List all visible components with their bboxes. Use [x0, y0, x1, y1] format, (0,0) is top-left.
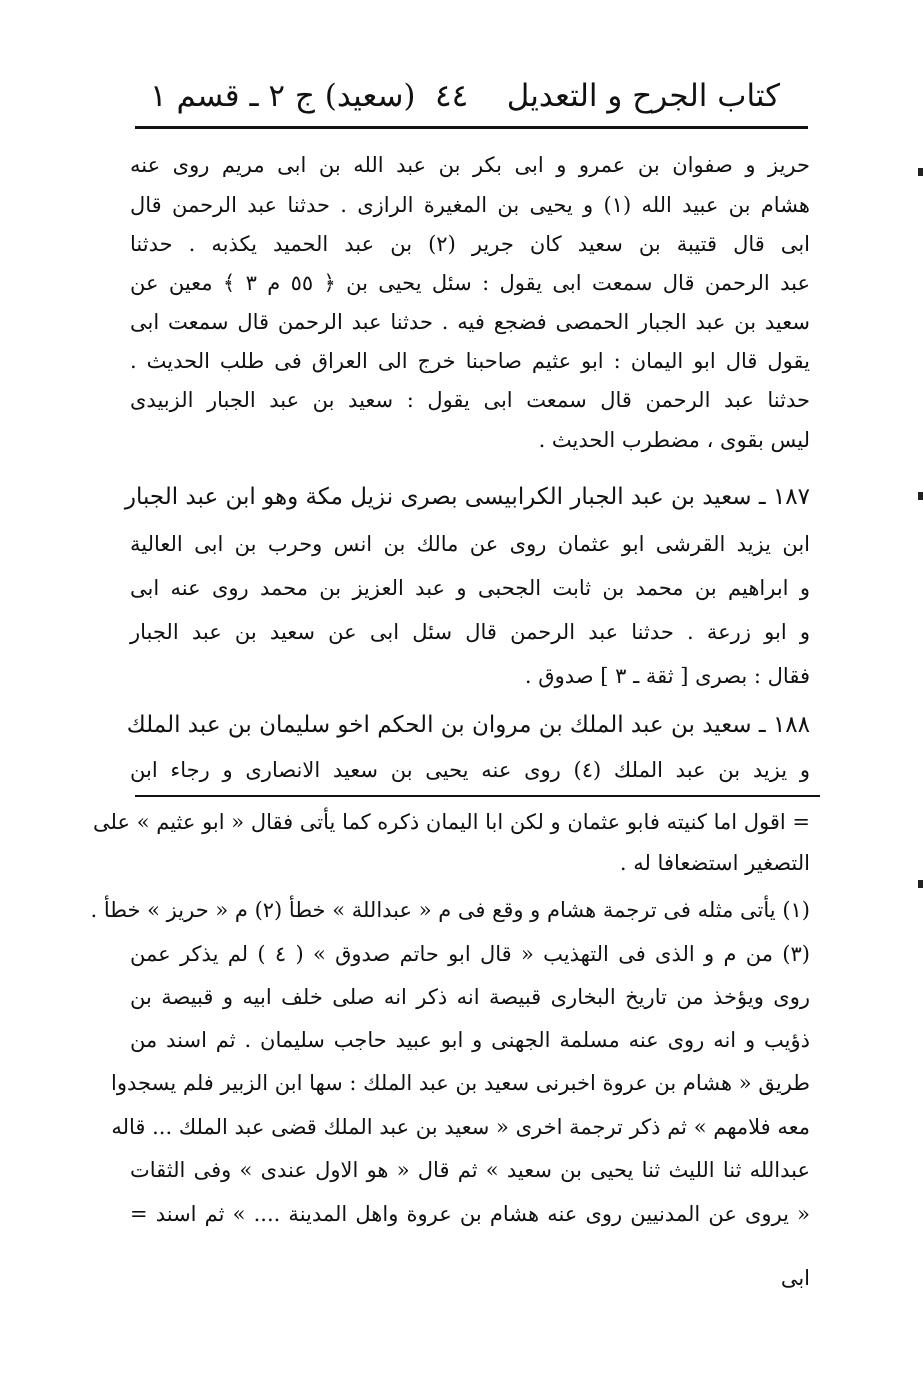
footnote-line: معه فلامهم » ثم ذكر ترجمة اخرى « سعيد بن عبد الملك قضى عبد الملك ... قاله	[111, 1115, 810, 1139]
entry-187-line: ١٨٧ ـ سعيد بن عبد الجبار الكرابيسى بصرى نزيل مكة وهو ابن عبد الجبار	[124, 484, 810, 510]
text-line: هشام بن عبيد الله (١) و يحيى بن المغيرة الرازى . حدثنا عبد الرحمن قال	[130, 193, 811, 217]
catchword: ابى	[780, 1266, 810, 1290]
text-line: و يزيد بن عبد الملك (٤) روى عنه يحيى بن سعيد الانصارى و رجاء ابن	[130, 758, 810, 782]
footnote-rule	[135, 795, 820, 797]
scan-edge-mark	[918, 168, 923, 176]
footnote-line: (١) يأتى مثله فى ترجمة هشام و وقع فى م « عبداللة » خطأ (٢) م « حريز » خطأ .	[90, 898, 810, 922]
text-line: و ابراهيم بن محمد بن ثابت الجحبى و عبد العزيز بن محمد روى عنه ابى	[130, 576, 810, 600]
footnote-line: روى ويؤخذ من تاريخ البخارى قبيصة انه ذكر انه صلى خلف ابيه و قبيصة بن	[130, 985, 810, 1009]
footnote-line: عبدالله ثنا الليث ثنا يحيى بن سعيد » ثم قال « هو الاول عندى » وفى الثقات	[130, 1158, 810, 1182]
text-line: ابى قال قتيبة بن سعيد كان جرير (٢) بن عبد الحميد يكذبه . حدثنا	[130, 232, 810, 256]
text-line: حدثنا عبد الرحمن قال سمعت ابى يقول : سعيد بن عبد الجبار الزبيدى	[130, 388, 810, 412]
scan-edge-mark	[918, 880, 923, 888]
text-line: سعيد بن عبد الجبار الحمصى فضجع فيه . حدثنا عبد الرحمن قال سمعت ابى	[130, 310, 810, 334]
footnote-line: (٣) من م و الذى فى التهذيب « قال ابو حاتم صدوق » ( ٤ ) لم يذكر عمن	[130, 942, 810, 966]
text-line: عبد الرحمن قال سمعت ابى يقول : سئل يحيى بن ﴿ ٥٥ م ٣ ﴾ معين عن	[130, 271, 810, 295]
footnote-line: = اقول اما كنيته فابو عثمان و لكن ابا اليمان ذكره كما يأتى فقال « ابو عثيم » على	[93, 810, 810, 834]
text-line: و ابو زرعة . حدثنا عبد الرحمن قال سئل ابى عن سعيد بن عبد الجبار	[130, 620, 810, 644]
footnote-line: « يروى عن المدنيين روى عنه هشام بن عروة واهل المدينة .... » ثم اسند =	[130, 1202, 810, 1226]
text-line: حريز و صفوان بن عمرو و ابى بكر بن عبد الله بن ابى مريم روى عنه	[130, 153, 810, 177]
text-line: فقال : بصرى [ ثقة ـ ٣ ] صدوق .	[524, 664, 810, 688]
text-line: ابن يزيد القرشى ابو عثمان روى عن مالك بن انس وحرب بن ابى العالية	[130, 532, 810, 556]
text-line: ليس بقوى ، مضطرب الحديث .	[538, 428, 810, 452]
entry-188-line: ١٨٨ ـ سعيد بن عبد الملك بن مروان بن الحكم اخو سليمان بن عبد الملك	[126, 712, 810, 738]
header-rule	[135, 126, 808, 129]
footnote-line: التصغير استضعافا له .	[619, 851, 810, 875]
section-label: (سعيد) ج ٢ ـ قسم ١	[150, 78, 416, 114]
book-title: كتاب الجرح و التعديل	[506, 78, 780, 114]
page-header	[150, 70, 780, 122]
text-line: يقول قال ابو اليمان : ابو عثيم صاحبنا خرج الى العراق فى طلب الحديث .	[130, 349, 810, 373]
scan-edge-mark	[918, 492, 923, 500]
page-number: ٤٤	[435, 78, 469, 114]
footnote-line: طريق « هشام بن عروة اخبرنى سعيد بن عبد الملك : سها ابن الزبير فلم يسجدوا	[111, 1071, 810, 1095]
footnote-line: ذؤيب و انه روى عنه مسلمة الجهنى و ابو عبيد حاجب سليمان . ثم اسند من	[130, 1028, 810, 1052]
